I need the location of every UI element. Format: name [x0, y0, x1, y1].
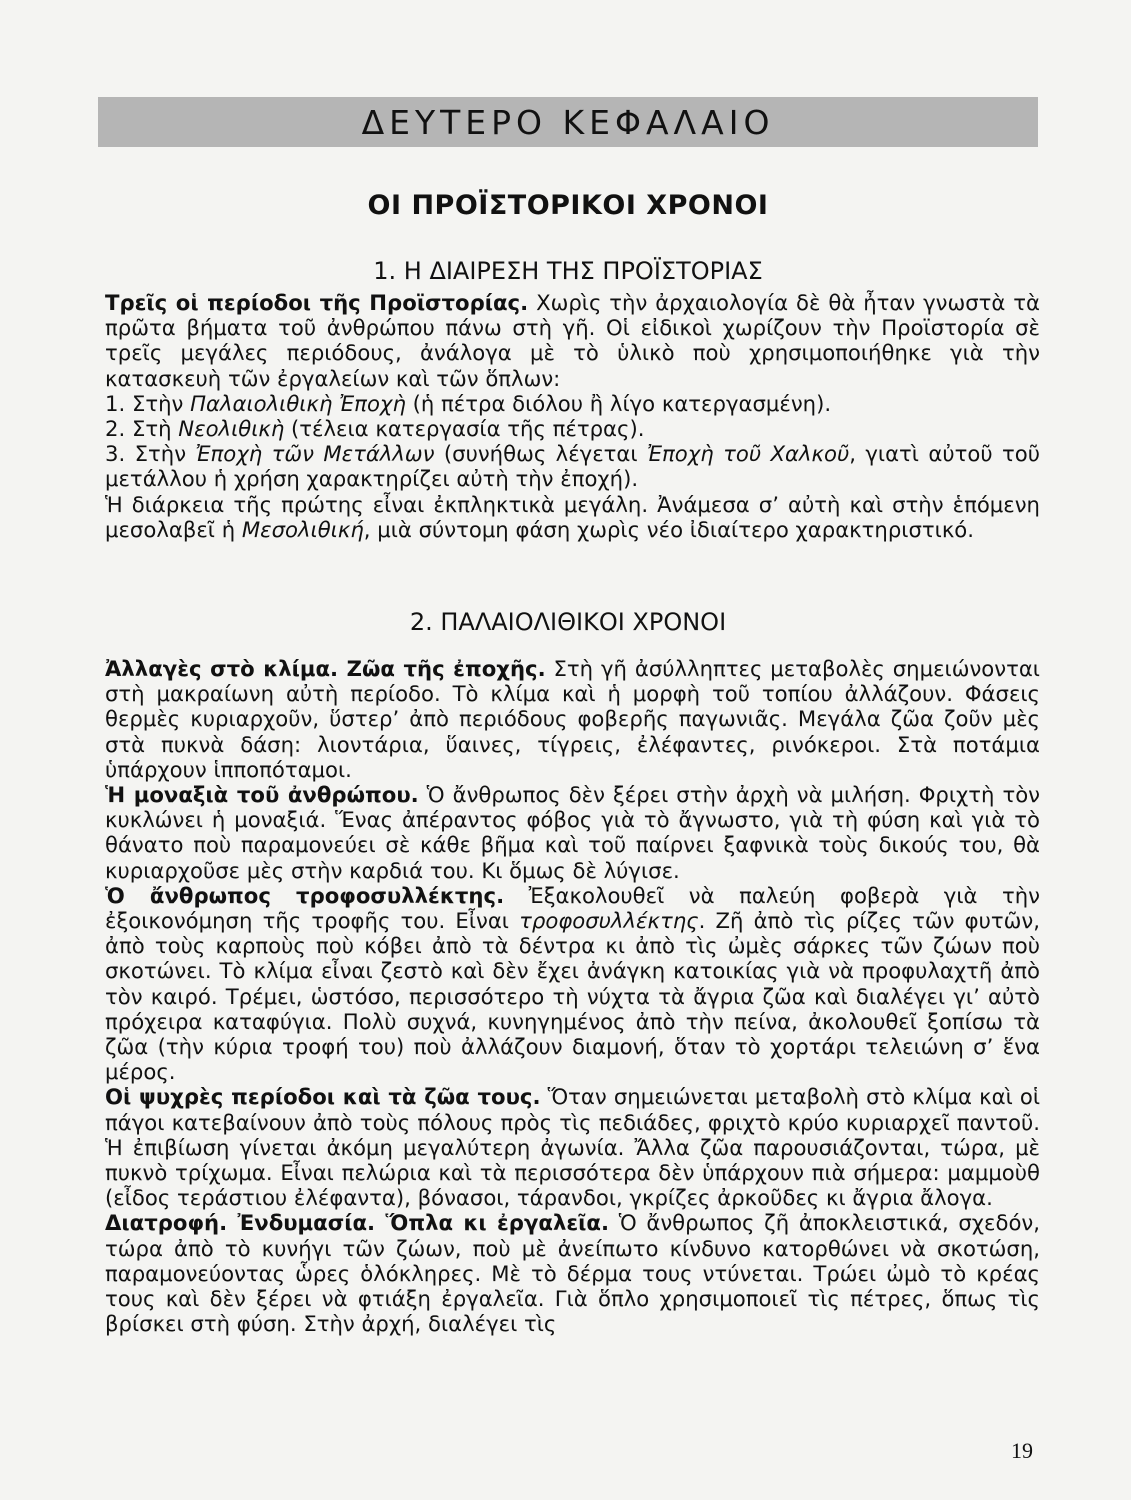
chapter-band [98, 97, 1038, 147]
paragraph-lead: Οἱ ψυχρὲς περίοδοι καὶ τὰ ζῶα τους. [105, 1084, 541, 1110]
list-item: 1. Στὴν Παλαιολιθικὴ Ἐποχὴ (ἡ πέτρα διόλου ἢ λίγο κατεργασμένη). [105, 390, 832, 416]
paragraph: Ἡ διάρκεια τῆς πρώτης εἶναι ἐκπληκτικὰ μεγάλη. Ἀνάμεσα σ’ αὐτὴ καὶ στὴν ἑπόμενη μεσολαβεῖ ἡ Μεσολιθική, μιὰ σύντομη φάση χωρὶς νέο ἰδιαίτερο χαρακτηριστικό. [105, 491, 1040, 542]
paragraph: Ἀλλαγὲς στὸ κλίμα. Ζῶα τῆς ἐποχῆς. Στὴ γῆ ἀσύλληπτες μεταβολὲς σημειώνονται στὴ μακραίωνη αὐτὴ περίοδο. Τὸ κλίμα καὶ ἡ μορφὴ τοῦ τοπίου ἀλλάζουν. Φάσεις θερμὲς κυριαρχοῦν, ὕστερ’ ἀπὸ περιόδους φοβερῆς παγωνιᾶς. Μεγάλα ζῶα ζοῦν μὲς στὰ πυκνὰ δάση: λιοντάρια, ὕαινες, τίγρεις, ἐλέφαντες, ρινόκεροι. Στὰ ποτάμια ὑπάρχουν ἱπποπόταμοι. [105, 656, 1040, 782]
paragraph-lead: Ὁ ἄνθρωπος τροφοσυλλέκτης. [105, 882, 505, 908]
list-item: 3. Στὴν Ἐποχὴ τῶν Μετάλλων (συνήθως λέγεται Ἐποχὴ τοῦ Χαλκοῦ, γιατὶ αὐτοῦ τοῦ μετάλλου ἡ χρήση χαρακτηρίζει αὐτὴ τὴν ἐποχή). [105, 441, 1040, 492]
section-1-body [105, 290, 1040, 542]
paragraph: Οἱ ψυχρὲς περίοδοι καὶ τὰ ζῶα τους. Ὅταν σημειώνεται μεταβολὴ στὸ κλίμα καὶ οἱ πάγοι κατεβαίνουν ἀπὸ τοὺς πόλους πρὸς τὶς πεδιάδες, φριχτὸ κρύο κυριαρχεῖ παντοῦ. Ἡ ἐπιβίωση γίνεται ἀκόμη μεγαλύτερη ἀγωνία. Ἄλλα ζῶα παρουσιάζονται, τώρα, μὲ πυκνὸ τρίχωμα. Εἶναι πελώρια καὶ τὰ περισσότερα δὲν ὑπάρχουν πιὰ σήμερα: μαμμοὺθ (εἶδος τεράστιου ἐλέφαντα), βόνασοι, τάρανδοι, γκρίζες ἀρκοῦδες κι ἄγρια ἄλογα. [105, 1084, 1040, 1211]
section-heading-2: 2. ΠΑΛΑΙΟΛΙΘΙΚΟΙ ΧΡΟΝΟΙ [409, 608, 727, 636]
page-number: 19 [1011, 1438, 1033, 1463]
list-item: 2. Στὴ Νεολιθικὴ (τέλεια κατεργασία τῆς πέτρας). [105, 416, 645, 442]
paragraph-lead: Τρεῖς οἱ περίοδοι τῆς Προϊστορίας. [105, 290, 529, 315]
paragraph-lead: Ἡ μοναξιὰ τοῦ ἀνθρώπου. [105, 782, 419, 808]
paragraph-lead: Ἀλλαγὲς στὸ κλίμα. Ζῶα τῆς ἐποχῆς. [105, 656, 546, 681]
paragraph: Ἡ μοναξιὰ τοῦ ἀνθρώπου. Ὁ ἄνθρωπος δὲν ξέρει στὴν ἀρχὴ νὰ μιλήση. Φριχτὴ τὸν κυκλώνει ἡ μοναξιά. Ἕνας ἀπέραντος φόβος γιὰ τὸ ἄγνωστο, γιὰ τὴ φύση καὶ γιὰ τὸ θάνατο ποὺ παραμονεύει σὲ κάθε βῆμα καὶ τοῦ παίρνει ξαφνικὰ τοὺς δικούς του, θὰ κυριαρχοῦσε μὲς στὴν καρδιά του. Κι ὅμως δὲ λύγισε. [105, 782, 1040, 883]
paragraph: Τρεῖς οἱ περίοδοι τῆς Προϊστορίας. Χωρὶς τὴν ἀρχαιολογία δὲ θὰ ἦταν γνωστὰ τὰ πρῶτα βήματα τοῦ ἀνθρώπου πάνω στὴ γῆ. Οἱ εἰδικοὶ χωρίζουν τὴν Προϊστορία σὲ τρεῖς μεγάλες περιόδους, ἀνάλογα μὲ τὸ ὑλικὸ ποὺ χρησιμοποιήθηκε γιὰ τὴν κατασκευὴ τῶν ἐργαλείων καὶ τῶν ὅπλων: [105, 290, 1040, 391]
section-heading-1: 1. Η ΔΙΑΙΡΕΣΗ ΤΗΣ ΠΡΟΪΣΤΟΡΙΑΣ [373, 257, 763, 285]
paragraph: Διατροφή. Ἐνδυμασία. Ὅπλα κι ἐργαλεῖα. Ὁ ἄνθρωπος ζῆ ἀποκλειστικά, σχεδόν, τώρα ἀπὸ τὸ κυνήγι τῶν ζώων, ποὺ μὲ ἀνείπωτο κίνδυνο κατορθώνει νὰ σκοτώση, παραμονεύοντας ὧρες ὁλόκληρες. Μὲ τὸ δέρμα τους ντύνεται. Τρώει ὠμὸ τὸ κρέας τους καὶ δὲν ξέρει νὰ φτιάξη ἐργαλεῖα. Γιὰ ὅπλο χρησιμοποιεῖ τὶς πέτρες, ὅπως τὶς βρίσκει στὴ φύση. Στὴν ἀρχή, διαλέγει τὶς [105, 1210, 1040, 1337]
chapter-title: ΟΙ ΠΡΟΪΣΤΟΡΙΚΟΙ ΧΡΟΝΟΙ [367, 190, 769, 221]
section-2-body [105, 656, 1040, 1336]
chapter-label: ΔΕΥΤΕΡΟ ΚΕΦΑΛΑΙΟ [361, 102, 775, 142]
paragraph: Ὁ ἄνθρωπος τροφοσυλλέκτης. Ἐξακολουθεῖ νὰ παλεύη φοβερὰ γιὰ τὴν ἐξοικονόμηση τῆς τροφῆς του. Εἶναι τροφοσυλλέκτης. Ζῆ ἀπὸ τὶς ρίζες τῶν φυτῶν, ἀπὸ τοὺς καρποὺς ποὺ κόβει ἀπὸ τὰ δέντρα κι ἀπὸ τὶς ὠμὲς σάρκες τῶν ζώων ποὺ σκοτώνει. Τὸ κλίμα εἶναι ζεστὸ καὶ δὲν ἔχει ἀνάγκη κατοικίας γιὰ νὰ προφυλαχτῆ ἀπὸ τὸν καιρό. Τρέμει, ὡστόσο, περισσότερο τὴ νύχτα τὰ ἄγρια ζῶα καὶ διαλέγει γι’ αὐτὸ πρόχειρα καταφύγια. Πολὺ συχνά, κυνηγημένος ἀπὸ τὴν πείνα, ἀκολουθεῖ ξοπίσω τὰ ζῶα (τὴν κύρια τροφή του) ποὺ ἀλλάζουν διαμονή, ὅταν τὸ χορτάρι τελειώνη σ’ ἕνα μέρος. [105, 882, 1040, 1085]
paragraph-lead: Διατροφή. Ἐνδυμασία. Ὅπλα κι ἐργαλεῖα. [105, 1210, 610, 1236]
